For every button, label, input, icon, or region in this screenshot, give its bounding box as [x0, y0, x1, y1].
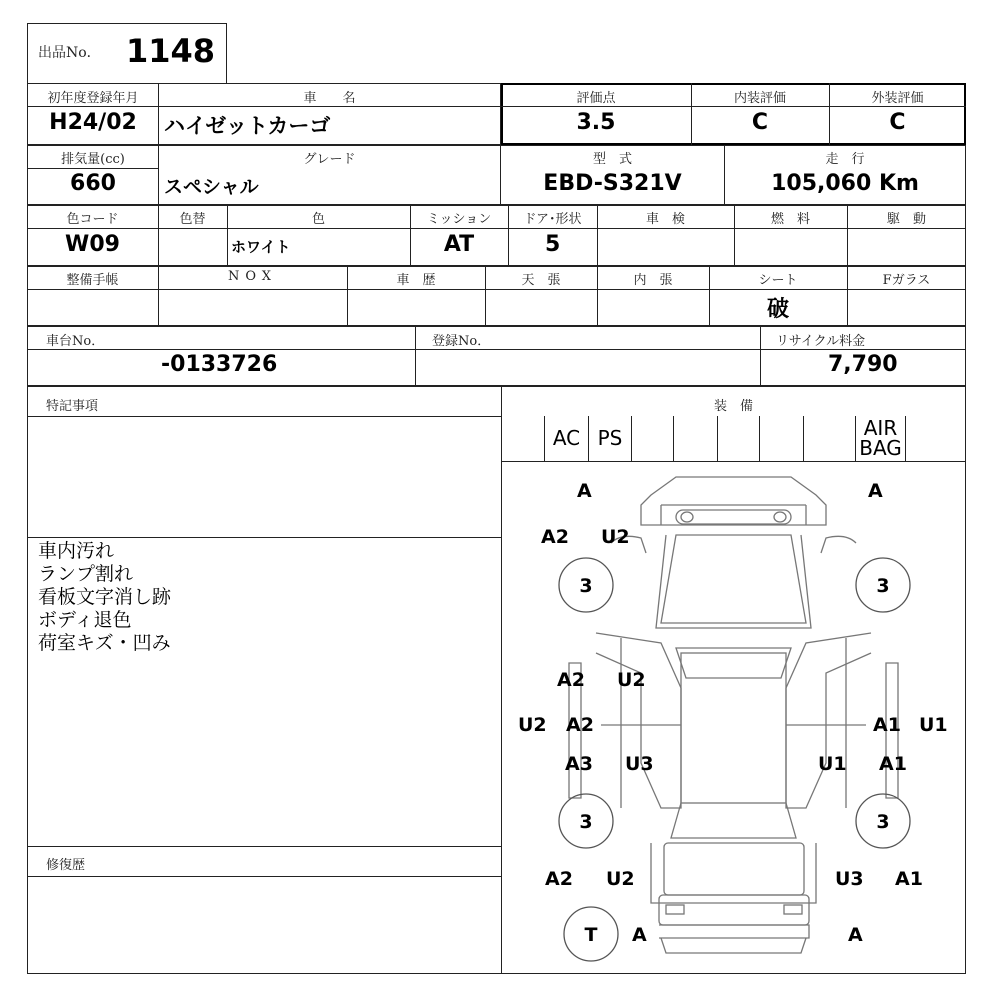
- model-label: 型 式: [592, 152, 632, 167]
- damage-mark: U2: [601, 526, 630, 548]
- tire-rear-left-value: 3: [579, 811, 593, 833]
- mileage-value: 105,060 Km: [771, 171, 919, 196]
- car-diagram: [501, 463, 966, 973]
- model-value: EBD-S321V: [543, 171, 682, 196]
- tire-front-right-value: 3: [876, 575, 890, 597]
- damage-mark: A: [577, 480, 592, 502]
- tire-front-left-value: 3: [579, 575, 593, 597]
- interior-value: C: [751, 110, 769, 135]
- damage-mark: A1: [895, 868, 923, 890]
- damage-mark: A3: [565, 753, 593, 775]
- mileage-label: 走 行: [825, 152, 865, 167]
- note-line: 車内汚れ: [38, 540, 115, 562]
- chassis-label: 車台No．: [46, 334, 105, 349]
- mission-value: AT: [443, 232, 475, 257]
- damage-mark: A: [632, 924, 647, 946]
- damage-mark: A: [868, 480, 883, 502]
- tire-rear-right-value: 3: [876, 811, 890, 833]
- equipment-row: [501, 416, 966, 462]
- recycle-value: 7,790: [828, 352, 898, 377]
- damage-mark: U3: [835, 868, 864, 890]
- lining-label: 内 張: [633, 273, 673, 288]
- name-value: ハイゼットカーゴ: [164, 114, 331, 138]
- equipment-label: 装 備: [713, 399, 753, 414]
- note-line: 看板文字消し跡: [38, 586, 172, 608]
- displacement-value: 660: [70, 171, 116, 196]
- damage-mark: A1: [879, 753, 907, 775]
- name-label: 車 名: [303, 91, 356, 106]
- equipment-ac: AC: [545, 416, 589, 462]
- note-line: ボディ退色: [38, 609, 132, 631]
- seat-value: 破: [766, 297, 789, 322]
- notes-label: 特記事項: [46, 399, 99, 414]
- color-code-value: W09: [65, 232, 120, 257]
- color-value: ホワイト: [231, 238, 291, 256]
- mission-label: ミッション: [426, 212, 492, 227]
- year-value: H24/02: [49, 110, 137, 135]
- note-line: 荷室キズ・凹み: [38, 632, 171, 654]
- nox-label: NOX: [227, 269, 278, 284]
- damage-mark: A2: [566, 714, 594, 736]
- chassis-value: -0133726: [161, 352, 278, 377]
- displacement-label: 排気量(cc): [61, 152, 125, 167]
- notes-list: [38, 540, 171, 655]
- equipment-slot: [501, 416, 545, 462]
- equipment-slot: [674, 416, 718, 462]
- equipment-slot: [718, 416, 760, 462]
- equipment-slot: [804, 416, 856, 462]
- glass-label: Fガラス: [882, 273, 931, 288]
- damage-mark: U2: [518, 714, 547, 736]
- seat-label: シート: [758, 273, 798, 288]
- lot-box: [27, 23, 227, 83]
- damage-mark: A1: [873, 714, 901, 736]
- interior-label: 内装評価: [733, 91, 786, 106]
- lot-number: 1148: [126, 32, 216, 70]
- lot-label: 出品No．: [38, 45, 101, 61]
- damage-mark: U3: [625, 753, 654, 775]
- grade-label: グレード: [303, 152, 356, 167]
- damage-mark: U1: [818, 753, 847, 775]
- damage-mark: U2: [617, 669, 646, 691]
- fuel-label: 燃 料: [770, 212, 810, 227]
- score-value: 3.5: [576, 110, 616, 135]
- registration-label: 登録No．: [432, 334, 491, 349]
- damage-mark: A2: [557, 669, 585, 691]
- color-label: 色: [311, 212, 325, 227]
- damage-mark: U2: [606, 868, 635, 890]
- repaint-label: 色替: [179, 212, 206, 227]
- damage-mark: A2: [545, 868, 573, 890]
- repair-label: 修復歴: [46, 858, 86, 873]
- sunroof-label: 天 張: [521, 273, 561, 288]
- year-label: 初年度登録年月: [47, 91, 139, 106]
- equipment-slot: [760, 416, 804, 462]
- damage-mark: U1: [919, 714, 948, 736]
- note-line: ランプ割れ: [38, 563, 134, 585]
- equipment-airbag: AIR BAG: [856, 416, 906, 462]
- door-value: 5: [545, 232, 561, 257]
- equipment-slot: [906, 416, 966, 462]
- grade-value: スペシャル: [164, 176, 259, 198]
- equipment-slot: [632, 416, 674, 462]
- recycle-label: リサイクル料金: [776, 334, 866, 349]
- history-label: 車 歴: [396, 273, 436, 288]
- spare-tire-value: T: [584, 924, 598, 946]
- score-label: 評価点: [576, 91, 616, 106]
- exterior-label: 外装評価: [871, 91, 924, 106]
- exterior-value: C: [889, 110, 906, 135]
- drive-label: 駆 動: [886, 212, 926, 227]
- notes-area: [27, 386, 502, 974]
- color-code-label: 色コード: [66, 212, 119, 227]
- door-label: ドア･形状: [523, 212, 582, 227]
- damage-mark: A: [848, 924, 863, 946]
- maintenance-label: 整備手帳: [66, 273, 119, 288]
- equipment-ps: PS: [589, 416, 632, 462]
- inspection-label: 車 検: [645, 212, 685, 227]
- damage-mark: A2: [541, 526, 569, 548]
